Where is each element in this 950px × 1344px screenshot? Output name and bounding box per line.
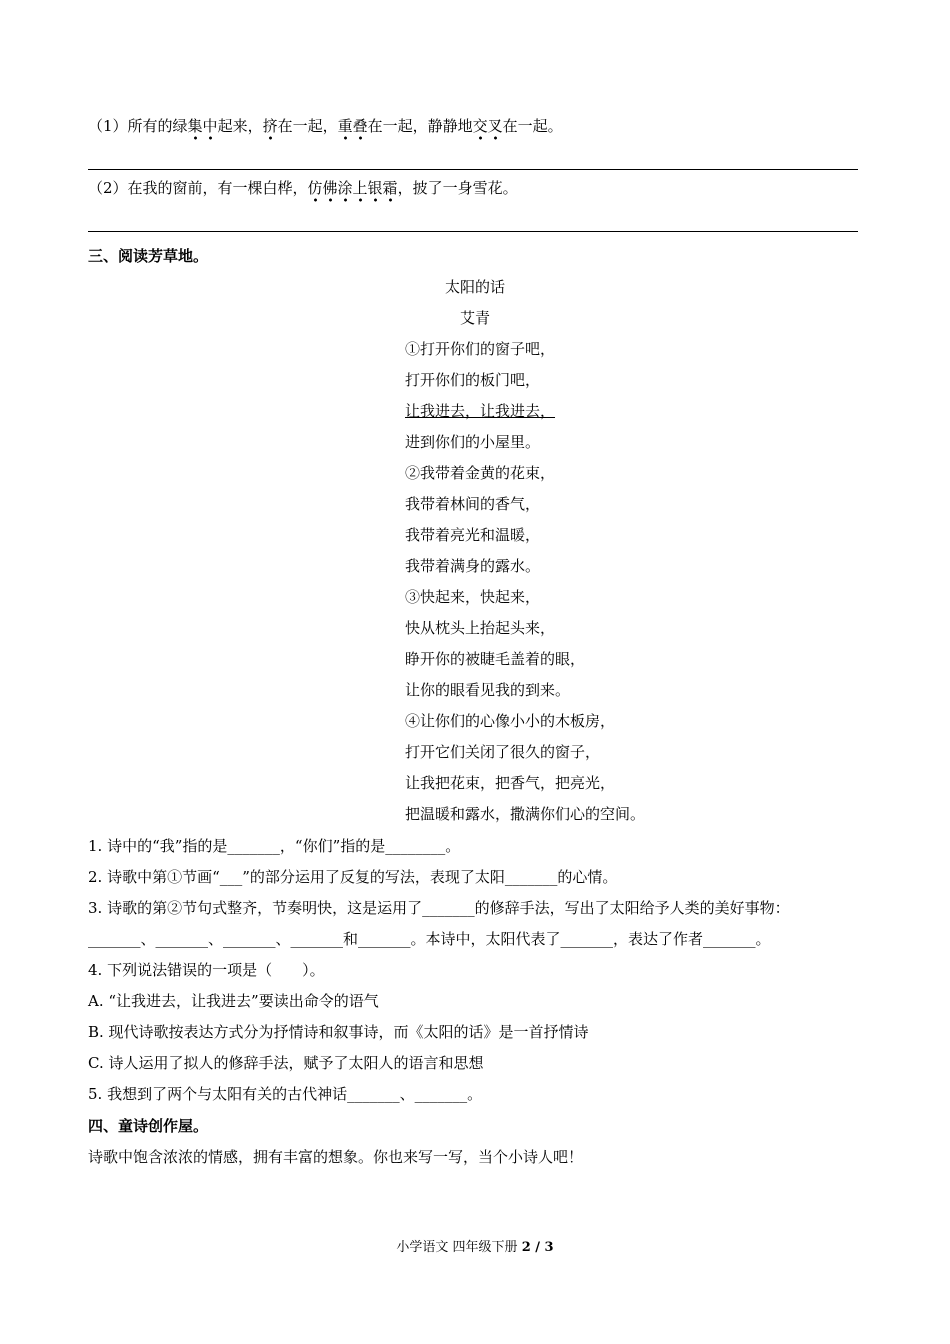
- page-footer: [0, 1238, 950, 1258]
- answer-line: [88, 169, 858, 170]
- poem-line: ②我带着金黄的花束，: [405, 464, 556, 482]
- question-3-blanks: _______、_______、_______、_______和_______。本诗中，太阳代表了_______，表达了作者_______。: [88, 930, 771, 948]
- poem-line: ③快起来，快起来，: [405, 588, 541, 606]
- poem-line: 快从枕头上抬起头来，: [405, 619, 556, 637]
- poem-line: 进到你们的小屋里。: [405, 433, 541, 451]
- poem-line: 让你的眼看见我的到来。: [405, 681, 571, 699]
- poem-line: 我带着满身的露水。: [405, 557, 541, 575]
- poem-line: 我带着亮光和温暖，: [405, 526, 541, 544]
- section-4-heading: 四、童诗创作屋。: [88, 1117, 209, 1135]
- sentence-1-text: 起来，: [217, 117, 263, 135]
- question-2: 2. 诗歌中第①节画“___”的部分运用了反复的写法，表现了太阳_______的心情。: [88, 868, 618, 886]
- sentence-1: [88, 116, 563, 136]
- sentence-2-text: （2）在我的窗前，有一棵白桦，: [88, 179, 308, 197]
- poem-line: 让我把花束，把香气，把亮光，: [405, 774, 616, 792]
- poem-line: 我带着林间的香气，: [405, 495, 541, 513]
- poem-line: 睁开你的被睫毛盖着的眼，: [405, 650, 586, 668]
- section-4-instruction: 诗歌中饱含浓浓的情感，拥有丰富的想象。你也来写一写，当个小诗人吧！: [88, 1148, 584, 1166]
- dotted-word: 仿佛涂上银霜: [308, 179, 398, 203]
- dotted-word: 挤: [263, 117, 278, 141]
- question-4: 4. 下列说法错误的一项是（ ）。: [88, 961, 325, 979]
- sentence-1-text: （1）所有的绿: [88, 117, 188, 135]
- poem-line: 把温暖和露水，撒满你们心的空间。: [405, 805, 646, 823]
- question-1: 1. 诗中的“我”指的是_______，“你们”指的是________。: [88, 837, 461, 855]
- sentence-1-text: 在一起，: [277, 117, 338, 135]
- dotted-word: 重叠: [338, 117, 368, 141]
- footer-text: 小学语文 四年级下册: [396, 1240, 522, 1255]
- poem-line: ④让你们的心像小小的木板房，: [405, 712, 616, 730]
- option-a: A. “让我进去，让我进去”要读出命令的语气: [88, 992, 379, 1010]
- section-3-heading: 三、阅读芳草地。: [88, 247, 209, 265]
- question-3: 3. 诗歌的第②节句式整齐，节奏明快，这是运用了_______的修辞手法，写出了太阳给予人类的美好事物：: [88, 899, 790, 917]
- poem-line: 打开它们关闭了很久的窗子，: [405, 743, 601, 761]
- sentence-1-text: 在一起，静静地: [367, 117, 473, 135]
- page-number: 2 / 3: [521, 1240, 554, 1255]
- answer-line: [88, 231, 858, 232]
- poem-line: 打开你们的板门吧，: [405, 371, 541, 389]
- dotted-word: 集中: [188, 117, 218, 141]
- sentence-2: [88, 178, 518, 198]
- option-c: C. 诗人运用了拟人的修辞手法，赋予了太阳人的语言和思想: [88, 1054, 484, 1072]
- poem-line-underlined: 让我进去，让我进去，: [405, 402, 556, 420]
- poem-author: 艾青: [459, 309, 490, 327]
- poem-line: ①打开你们的窗子吧，: [405, 340, 556, 358]
- option-b: B. 现代诗歌按表达方式分为抒情诗和叙事诗，而《太阳的话》是一首抒情诗: [88, 1023, 589, 1041]
- question-5: 5. 我想到了两个与太阳有关的古代神话_______、_______。: [88, 1085, 483, 1103]
- sentence-2-text: ，披了一身雪花。: [397, 179, 518, 197]
- dotted-word: 交叉: [473, 117, 503, 141]
- sentence-1-text: 在一起。: [502, 117, 563, 135]
- poem-title: 太阳的话: [444, 278, 505, 296]
